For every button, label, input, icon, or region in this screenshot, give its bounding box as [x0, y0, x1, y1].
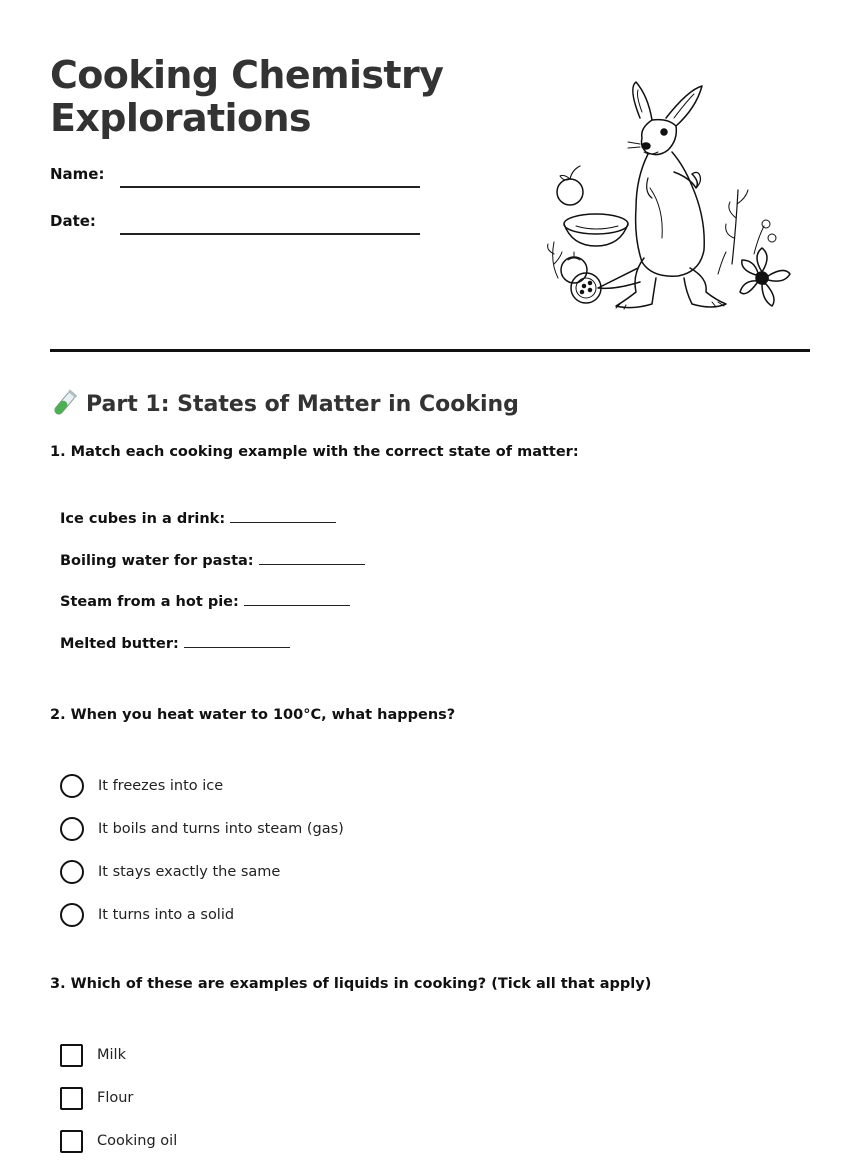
radio-button[interactable]: [60, 903, 84, 927]
option-label: Cooking oil: [97, 1133, 178, 1149]
match-item-melted-butter: [60, 636, 290, 652]
header-divider: [50, 349, 810, 352]
checkbox[interactable]: [60, 1130, 83, 1153]
radio-button[interactable]: [60, 860, 84, 884]
match-item-ice-cubes: [60, 511, 336, 527]
q2-option-freezes[interactable]: [60, 774, 223, 798]
kangaroo-illustration: [540, 78, 800, 318]
question-3: 3. Which of these are examples of liquids in cooking? (Tick all that apply): [50, 976, 652, 992]
date-line[interactable]: [120, 233, 420, 235]
checkbox[interactable]: [60, 1044, 83, 1067]
test-tube-icon: [50, 389, 78, 419]
match-label: Ice cubes in a drink:: [60, 511, 226, 527]
match-item-boiling-water: [60, 553, 365, 569]
option-label: It boils and turns into steam (gas): [98, 821, 344, 837]
name-field[interactable]: [50, 165, 430, 189]
worksheet-title: Cooking Chemistry Explorations: [50, 53, 444, 140]
match-item-steam: [60, 594, 350, 610]
part1-heading-text: Part 1: States of Matter in Cooking: [86, 391, 519, 417]
name-label: Name:: [50, 165, 105, 183]
radio-button[interactable]: [60, 817, 84, 841]
q2-option-stays-same[interactable]: [60, 860, 280, 884]
date-field[interactable]: [50, 212, 430, 236]
option-label: Flour: [97, 1090, 134, 1106]
q2-option-boils[interactable]: [60, 817, 344, 841]
question-1: 1. Match each cooking example with the correct state of matter:: [50, 444, 579, 460]
q3-option-cooking-oil[interactable]: [60, 1129, 177, 1153]
option-label: It turns into a solid: [98, 907, 235, 923]
match-label: Steam from a hot pie:: [60, 594, 239, 610]
radio-button[interactable]: [60, 774, 84, 798]
answer-blank[interactable]: [244, 605, 350, 606]
option-label: Milk: [97, 1047, 126, 1063]
answer-blank[interactable]: [184, 647, 290, 648]
q3-option-flour[interactable]: [60, 1086, 133, 1110]
checkbox[interactable]: [60, 1087, 83, 1110]
match-label: Boiling water for pasta:: [60, 553, 254, 569]
date-label: Date:: [50, 212, 96, 230]
option-label: It stays exactly the same: [98, 864, 281, 880]
q2-option-solid[interactable]: [60, 903, 234, 927]
answer-blank[interactable]: [230, 522, 336, 523]
part1-heading: [50, 388, 519, 420]
question-2: 2. When you heat water to 100°C, what happens?: [50, 707, 456, 723]
q3-option-milk[interactable]: [60, 1043, 126, 1067]
match-label: Melted butter:: [60, 636, 179, 652]
name-line[interactable]: [120, 186, 420, 188]
option-label: It freezes into ice: [98, 778, 224, 794]
answer-blank[interactable]: [259, 564, 365, 565]
